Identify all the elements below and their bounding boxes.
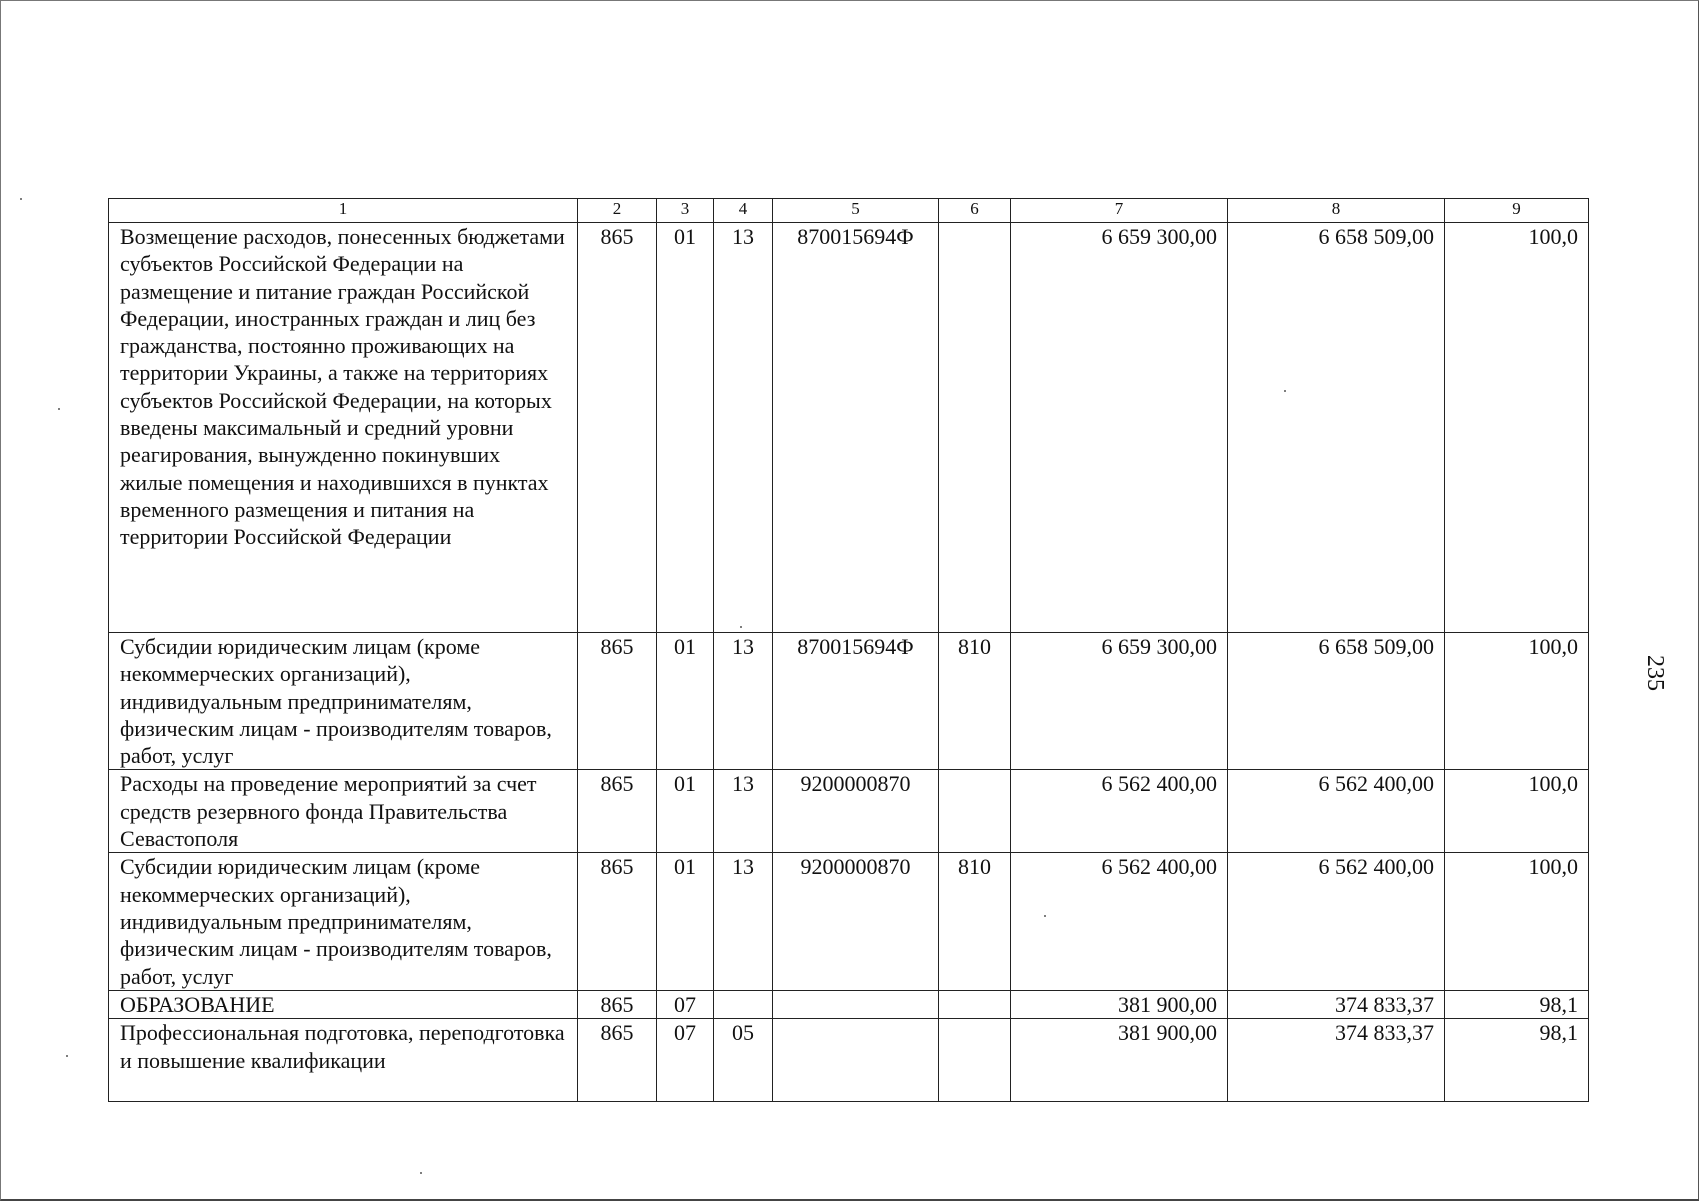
column-header: 2	[578, 199, 657, 223]
table-row	[109, 223, 1589, 633]
cell-col6	[939, 1019, 1011, 1102]
table-header-row	[109, 199, 1589, 223]
cell-col3: 01	[657, 223, 714, 633]
cell-col7: 6 562 400,00	[1011, 853, 1228, 990]
cell-col8: 6 658 509,00	[1228, 223, 1445, 633]
cell-col9: 100,0	[1445, 770, 1589, 853]
scan-speck	[740, 626, 742, 628]
scan-speck	[1284, 390, 1286, 392]
table-row	[109, 633, 1589, 770]
cell-col3: 01	[657, 770, 714, 853]
cell-col9: 100,0	[1445, 853, 1589, 990]
cell-col6: 810	[939, 853, 1011, 990]
column-header: 5	[773, 199, 939, 223]
cell-col4: 13	[714, 770, 773, 853]
cell-col4: 13	[714, 223, 773, 633]
cell-col5: 9200000870	[773, 853, 939, 990]
cell-col2: 865	[578, 633, 657, 770]
cell-col7: 381 900,00	[1011, 1019, 1228, 1102]
cell-col5: 9200000870	[773, 770, 939, 853]
cell-col7: 381 900,00	[1011, 990, 1228, 1018]
row-name: Возмещение расходов, понесенных бюджетами субъектов Российской Федерации на размещение и питание граждан Российской Федерации, иностранных граждан и лиц без гражданства, постоянно проживающих на территории Украины, а также на территориях субъектов Российской Федерации, на которых введены максимальный и средний уровни реагирования, вынужденно покинувших жилые помещения и находившихся в пунктах временного размещения и питания на территории Российской Федерации	[109, 223, 578, 633]
cell-col7: 6 562 400,00	[1011, 770, 1228, 853]
cell-col8: 6 562 400,00	[1228, 770, 1445, 853]
cell-col4	[714, 990, 773, 1018]
column-header: 4	[714, 199, 773, 223]
cell-col4: 13	[714, 853, 773, 990]
cell-col5: 870015694Ф	[773, 633, 939, 770]
cell-col9: 98,1	[1445, 990, 1589, 1018]
scan-speck	[58, 408, 60, 410]
column-header: 6	[939, 199, 1011, 223]
column-header: 3	[657, 199, 714, 223]
cell-col4: 13	[714, 633, 773, 770]
cell-col3: 01	[657, 853, 714, 990]
budget-table	[108, 198, 1589, 1102]
row-name: Расходы на проведение мероприятий за счет средств резервного фонда Правительства Севастополя	[109, 770, 578, 853]
scan-speck	[1044, 915, 1046, 917]
page-number: 235	[1642, 655, 1668, 691]
cell-col6: 810	[939, 633, 1011, 770]
row-name: Субсидии юридическим лицам (кроме некоммерческих организаций), индивидуальным предпринимателям, физическим лицам - производителям товаров, работ, услуг	[109, 633, 578, 770]
cell-col4: 05	[714, 1019, 773, 1102]
column-header: 1	[109, 199, 578, 223]
cell-col6	[939, 990, 1011, 1018]
cell-col9: 100,0	[1445, 223, 1589, 633]
cell-col2: 865	[578, 1019, 657, 1102]
column-header: 8	[1228, 199, 1445, 223]
column-header: 9	[1445, 199, 1589, 223]
row-name: ОБРАЗОВАНИЕ	[109, 990, 578, 1018]
cell-col2: 865	[578, 770, 657, 853]
cell-col9: 100,0	[1445, 633, 1589, 770]
cell-col5: 870015694Ф	[773, 223, 939, 633]
cell-col6	[939, 770, 1011, 853]
scan-speck	[20, 198, 22, 200]
cell-col8: 374 833,37	[1228, 990, 1445, 1018]
cell-col8: 374 833,37	[1228, 1019, 1445, 1102]
cell-col8: 6 658 509,00	[1228, 633, 1445, 770]
scan-speck	[66, 1055, 68, 1057]
cell-col6	[939, 223, 1011, 633]
cell-col3: 07	[657, 990, 714, 1018]
table-row	[109, 990, 1589, 1018]
cell-col3: 01	[657, 633, 714, 770]
scan-speck	[420, 1172, 422, 1174]
column-header: 7	[1011, 199, 1228, 223]
cell-col2: 865	[578, 223, 657, 633]
cell-col9: 98,1	[1445, 1019, 1589, 1102]
row-name: Субсидии юридическим лицам (кроме некоммерческих организаций), индивидуальным предпринимателям, физическим лицам - производителям товаров, работ, услуг	[109, 853, 578, 990]
cell-col5	[773, 990, 939, 1018]
row-name: Профессиональная подготовка, переподготовка и повышение квалификации	[109, 1019, 578, 1102]
cell-col2: 865	[578, 853, 657, 990]
table-row	[109, 770, 1589, 853]
cell-col5	[773, 1019, 939, 1102]
cell-col7: 6 659 300,00	[1011, 633, 1228, 770]
cell-col2: 865	[578, 990, 657, 1018]
cell-col7: 6 659 300,00	[1011, 223, 1228, 633]
table-row	[109, 853, 1589, 990]
table-row	[109, 1019, 1589, 1102]
cell-col8: 6 562 400,00	[1228, 853, 1445, 990]
cell-col3: 07	[657, 1019, 714, 1102]
